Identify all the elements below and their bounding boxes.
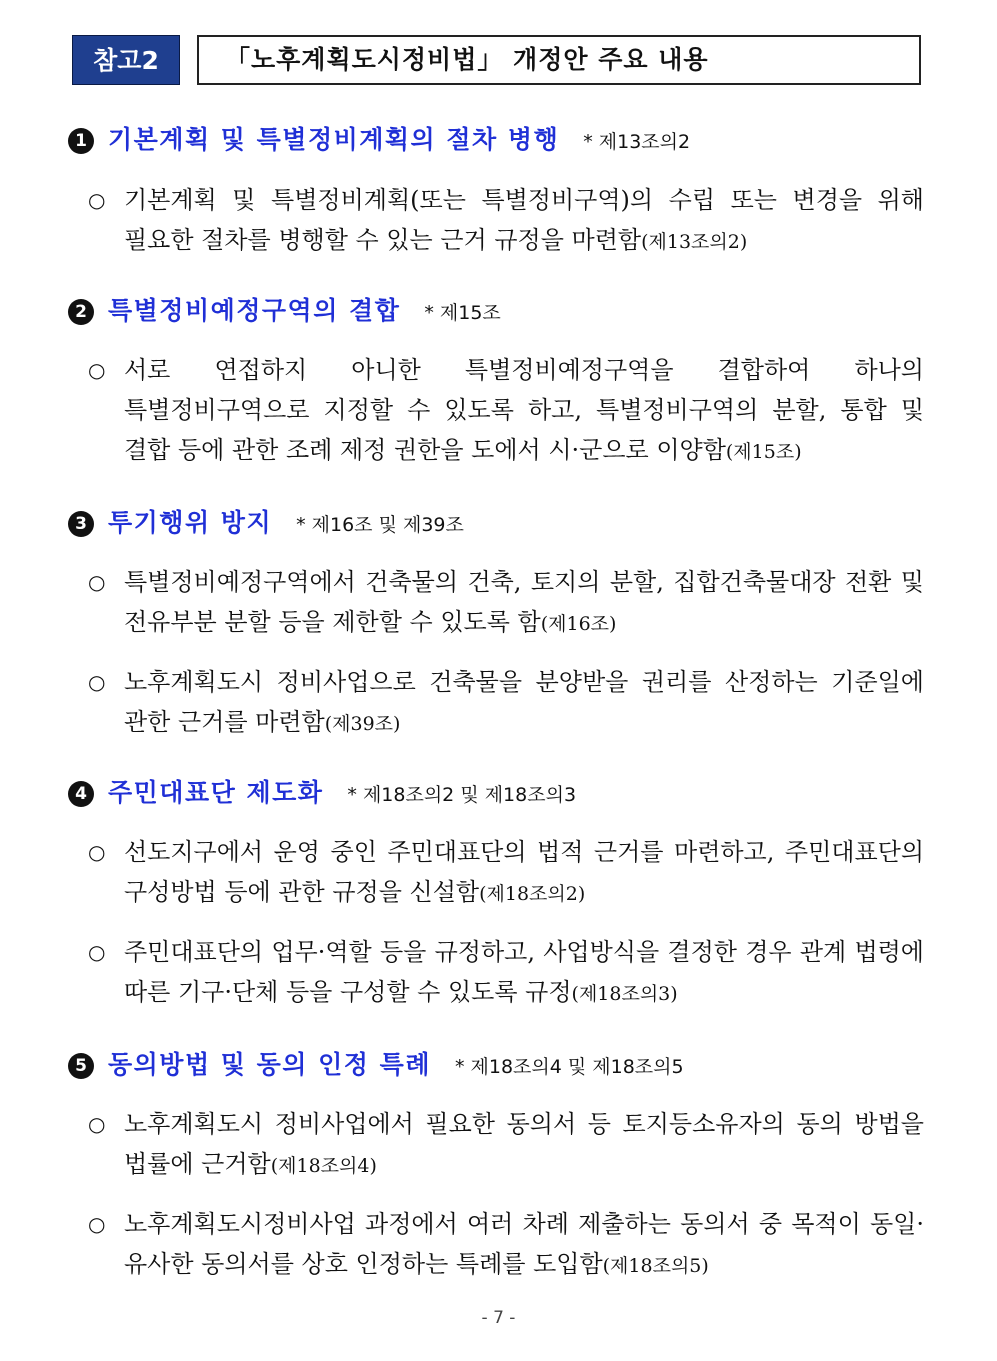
bullet-icon: ○ xyxy=(88,670,106,694)
section-heading-3 xyxy=(68,503,464,539)
list-item xyxy=(88,180,924,262)
section-title: 투기행위 방지 xyxy=(108,508,273,537)
list-item xyxy=(88,1104,924,1186)
item-reference: (제15조) xyxy=(725,441,802,463)
document-title: 「노후계획도시정비법」 개정안 주요 내용 xyxy=(197,35,921,85)
item-text: 특별정비예정구역에서 건축물의 건축, 토지의 분할, 집합건축물대장 전환 및 전유부분 분할 등을 제한할 수 있도록 함 xyxy=(124,568,924,636)
list-item xyxy=(88,662,924,744)
item-reference: (제16조) xyxy=(540,613,617,635)
section-title: 특별정비예정구역의 결합 xyxy=(108,296,401,325)
section-heading-4 xyxy=(68,773,576,809)
item-text: 선도지구에서 운영 중인 주민대표단의 법적 근거를 마련하고, 주민대표단의 구성방법 등에 관한 규정을 신설함 xyxy=(124,838,924,906)
item-reference: (제18조의3) xyxy=(571,983,678,1005)
section-title: 동의방법 및 동의 인정 특례 xyxy=(108,1050,431,1079)
section-reference: * 제15조 xyxy=(424,302,501,324)
item-text: 기본계획 및 특별정비계획(또는 특별정비구역)의 수립 또는 변경을 위해 필요한 절차를 병행할 수 있는 근거 규정을 마련함 xyxy=(124,186,924,254)
section-heading-2 xyxy=(68,291,501,327)
bullet-icon: ○ xyxy=(88,1112,106,1136)
section-title: 주민대표단 제도화 xyxy=(108,778,324,807)
item-text: 주민대표단의 업무·역할 등을 규정하고, 사업방식을 결정한 경우 관계 법령에 따른 기구·단체 등을 구성할 수 있도록 규정 xyxy=(124,938,924,1006)
section-number-badge: 5 xyxy=(68,1053,94,1079)
item-text: 노후계획도시 정비사업에서 필요한 동의서 등 토지등소유자의 동의 방법을 법률에 근거함 xyxy=(124,1110,924,1178)
reference-tag: 참고2 xyxy=(72,35,180,85)
item-text: 노후계획도시정비사업 과정에서 여러 차례 제출하는 동의서 중 목적이 동일·유사한 동의서를 상호 인정하는 특례를 도입함 xyxy=(124,1210,924,1278)
item-reference: (제18조의5) xyxy=(602,1255,709,1277)
bullet-icon: ○ xyxy=(88,358,106,382)
section-title: 기본계획 및 특별정비계획의 절차 병행 xyxy=(108,125,560,154)
list-item xyxy=(88,562,924,644)
section-number-badge: 2 xyxy=(68,299,94,325)
section-number-badge: 3 xyxy=(68,511,94,537)
item-reference: (제13조의2) xyxy=(641,231,748,253)
bullet-icon: ○ xyxy=(88,1212,106,1236)
list-item xyxy=(88,832,924,914)
bullet-icon: ○ xyxy=(88,570,106,594)
item-reference: (제18조의4) xyxy=(270,1155,377,1177)
item-text: 서로 연접하지 아니한 특별정비예정구역을 결합하여 하나의 특별정비구역으로 지정할 수 있도록 하고, 특별정비구역의 분할, 통합 및 결합 등에 관한 조례 제정 권한을 도에서 시·군으로 이양함 xyxy=(124,356,924,464)
section-reference: * 제16조 및 제39조 xyxy=(296,514,464,536)
bullet-icon: ○ xyxy=(88,188,106,212)
section-number-badge: 1 xyxy=(68,128,94,154)
section-number-badge: 4 xyxy=(68,781,94,807)
item-text: 노후계획도시 정비사업으로 건축물을 분양받을 권리를 산정하는 기준일에 관한 근거를 마련함 xyxy=(124,668,924,736)
list-item xyxy=(88,932,924,1014)
section-reference: * 제13조의2 xyxy=(583,131,691,153)
section-heading-1 xyxy=(68,120,690,156)
item-reference: (제39조) xyxy=(324,713,401,735)
bullet-icon: ○ xyxy=(88,940,106,964)
list-item xyxy=(88,1204,924,1286)
list-item xyxy=(88,350,924,472)
section-reference: * 제18조의4 및 제18조의5 xyxy=(454,1056,684,1078)
item-reference: (제18조의2) xyxy=(479,883,586,905)
page-number: - 7 - xyxy=(481,1308,516,1328)
bullet-icon: ○ xyxy=(88,840,106,864)
section-reference: * 제18조의2 및 제18조의3 xyxy=(347,784,577,806)
section-heading-5 xyxy=(68,1045,684,1081)
